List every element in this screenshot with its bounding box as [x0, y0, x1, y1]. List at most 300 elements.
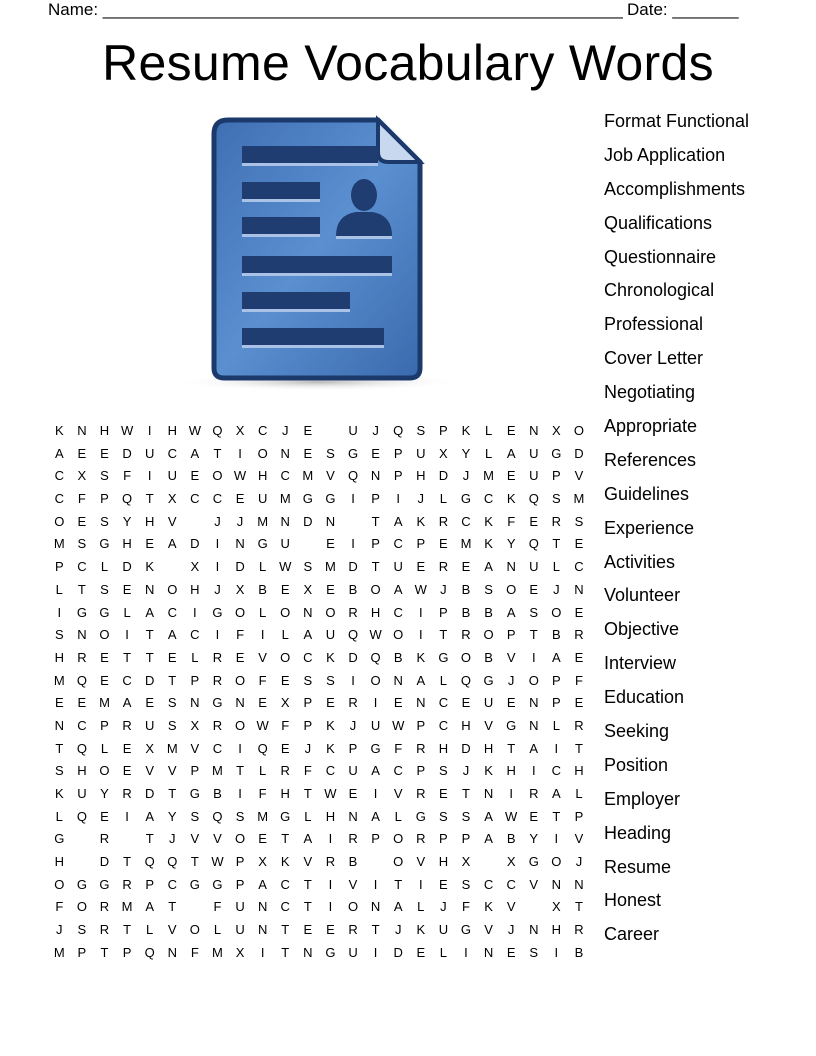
grid-letter: X: [167, 491, 177, 507]
grid-letter: U: [144, 717, 155, 733]
grid-letter: C: [167, 604, 177, 620]
grid-letter: R: [77, 649, 87, 665]
grid-letter: E: [145, 536, 154, 552]
grid-row: [48, 806, 590, 829]
grid-letter: D: [122, 445, 132, 461]
grid-row: [48, 874, 590, 897]
grid-letter: P: [416, 536, 426, 552]
grid-letter: E: [461, 695, 471, 711]
grid-letter: S: [439, 808, 448, 824]
grid-letter: Q: [528, 491, 539, 507]
grid-letter: K: [484, 763, 493, 779]
grid-letter: G: [370, 740, 381, 756]
grid-letter: A: [167, 536, 177, 552]
grid-letter: S: [461, 876, 471, 892]
grid-letter: I: [464, 944, 468, 960]
grid-letter: T: [371, 922, 380, 938]
grid-letter: H: [483, 740, 494, 756]
grid-letter: U: [325, 627, 336, 643]
grid-letter: E: [506, 944, 516, 960]
grid-letter: C: [280, 468, 290, 484]
grid-letter: A: [167, 627, 177, 643]
grid-letter: U: [348, 423, 358, 438]
grid-letter: P: [348, 740, 358, 756]
grid-row: [48, 556, 590, 579]
grid-letter: D: [144, 672, 155, 688]
grid-letter: E: [326, 695, 335, 711]
grid-letter: L: [439, 944, 447, 960]
grid-letter: S: [235, 808, 245, 824]
grid-letter: D: [190, 536, 200, 552]
grid-letter: A: [145, 604, 154, 620]
grid-letter: L: [439, 491, 447, 507]
grid-letter: O: [347, 899, 359, 915]
grid-letter: V: [167, 513, 177, 529]
grid-letter: R: [99, 922, 110, 938]
grid-letter: A: [54, 445, 64, 461]
grid-letter: T: [123, 854, 132, 870]
grid-letter: T: [281, 922, 290, 938]
grid-letter: I: [215, 627, 220, 643]
grid-letter: R: [461, 627, 471, 643]
grid-letter: [184, 511, 207, 534]
grid-letter: C: [325, 763, 336, 779]
grid-letter: R: [529, 786, 539, 801]
grid-letter: N: [303, 944, 313, 960]
grid-letter: V: [213, 831, 222, 847]
grid-letter: S: [574, 513, 584, 529]
grid-letter: E: [280, 672, 290, 688]
grid-letter: N: [257, 922, 268, 938]
grid-letter: G: [212, 876, 223, 892]
grid-letter: C: [280, 899, 290, 915]
grid-letter: A: [506, 445, 516, 461]
grid-letter: I: [57, 604, 62, 620]
grid-letter: Q: [76, 740, 87, 756]
word-search-grid: [48, 420, 590, 965]
grid-letter: B: [461, 604, 471, 620]
grid-letter: V: [506, 649, 516, 665]
grid-letter: Q: [347, 627, 359, 643]
grid-letter: A: [552, 649, 561, 665]
grid-letter: C: [167, 445, 177, 461]
grid-letter: J: [394, 922, 402, 938]
grid-letter: V: [416, 854, 426, 870]
grid-letter: R: [416, 740, 426, 756]
grid-letter: F: [55, 899, 64, 915]
grid-letter: T: [439, 627, 448, 643]
grid-letter: N: [303, 604, 313, 620]
grid-letter: M: [53, 672, 65, 688]
grid-letter: E: [326, 536, 335, 552]
grid-letter: P: [303, 717, 313, 733]
grid-letter: B: [506, 831, 516, 847]
grid-letter: H: [54, 649, 64, 665]
grid-letter: N: [77, 423, 87, 438]
grid-letter: G: [76, 604, 87, 620]
word-list-item: Heading: [604, 822, 672, 843]
grid-letter: K: [326, 717, 335, 733]
grid-letter: E: [529, 581, 539, 597]
grid-letter: U: [257, 491, 268, 507]
grid-letter: P: [122, 944, 132, 960]
grid-letter: I: [328, 876, 333, 892]
grid-row: [48, 715, 590, 738]
grid-letter: C: [77, 717, 87, 733]
grid-letter: R: [122, 876, 132, 892]
grid-letter: P: [552, 695, 561, 711]
grid-letter: N: [144, 581, 155, 597]
grid-letter: V: [145, 763, 154, 779]
grid-letter: E: [326, 922, 335, 938]
grid-letter: L: [100, 740, 109, 756]
grid-letter: [71, 828, 94, 851]
grid-letter: R: [122, 717, 132, 733]
grid-letter: E: [235, 491, 245, 507]
grid-letter: B: [393, 649, 403, 665]
grid-letter: S: [54, 763, 64, 779]
grid-letter: E: [280, 581, 290, 597]
grid-letter: R: [212, 717, 223, 733]
grid-letter: W: [324, 786, 337, 801]
grid-letter: [71, 851, 94, 874]
grid-letter: E: [303, 423, 313, 438]
grid-letter: C: [77, 559, 87, 575]
grid-letter: S: [54, 627, 64, 643]
grid-letter: T: [394, 876, 403, 892]
grid-letter: T: [371, 513, 380, 529]
grid-letter: C: [483, 491, 494, 507]
word-list-item: Seeking: [604, 721, 670, 742]
grid-letter: I: [351, 536, 355, 552]
grid-letter: S: [190, 808, 200, 824]
grid-letter: F: [213, 899, 222, 915]
grid-letter: T: [552, 536, 561, 552]
grid-letter: K: [280, 854, 290, 870]
grid-letter: Q: [370, 649, 381, 665]
grid-letter: C: [438, 717, 449, 733]
grid-letter: J: [462, 763, 470, 779]
grid-letter: I: [147, 423, 152, 438]
grid-letter: A: [258, 876, 267, 892]
grid-letter: A: [393, 581, 403, 597]
grid-letter: U: [167, 468, 177, 484]
grid-letter: Q: [76, 672, 87, 688]
grid-letter: M: [99, 695, 110, 711]
word-list-item: Job Application: [604, 144, 726, 165]
grid-letter: P: [190, 763, 200, 779]
grid-letter: Q: [257, 740, 268, 756]
grid-letter: A: [416, 672, 426, 688]
grid-letter: E: [348, 786, 358, 801]
grid-letter: N: [370, 899, 381, 915]
grid-letter: J: [169, 831, 176, 847]
grid-letter: E: [190, 468, 200, 484]
grid-letter: G: [280, 808, 291, 824]
grid-letter: Q: [144, 944, 155, 960]
grid-letter: W: [392, 717, 405, 733]
grid-letter: I: [373, 786, 378, 801]
grid-letter: I: [554, 944, 559, 960]
grid-letter: P: [371, 831, 380, 847]
grid-letter: R: [416, 786, 426, 801]
grid-letter: R: [280, 763, 290, 779]
grid-letter: S: [326, 445, 335, 461]
grid-letter: L: [213, 922, 222, 938]
grid-letter: U: [438, 922, 449, 938]
grid-letter: A: [145, 899, 154, 915]
grid-letter: L: [191, 649, 199, 665]
grid-letter: L: [259, 559, 267, 575]
grid-letter: T: [123, 922, 132, 938]
grid-letter: M: [279, 491, 291, 507]
grid-letter: N: [54, 717, 64, 733]
grid-letter: H: [257, 468, 268, 484]
grid-letter: G: [212, 604, 223, 620]
grid-letter: L: [484, 445, 493, 461]
grid-letter: I: [554, 831, 559, 847]
grid-letter: A: [190, 445, 200, 461]
word-list-item: Position: [604, 754, 669, 775]
grid-letter: F: [303, 763, 312, 779]
grid-letter: C: [54, 491, 64, 507]
grid-letter: S: [552, 491, 561, 507]
grid-letter: C: [257, 423, 268, 438]
grid-letter: N: [77, 627, 87, 643]
grid-letter: F: [507, 513, 516, 529]
grid-letter: A: [506, 604, 516, 620]
grid-letter: A: [303, 831, 313, 847]
grid-letter: H: [77, 763, 87, 779]
grid-row: [48, 624, 590, 647]
grid-letter: D: [393, 944, 403, 960]
grid-letter: A: [484, 559, 493, 575]
grid-letter: K: [54, 423, 64, 438]
grid-letter: T: [145, 491, 154, 507]
grid-letter: H: [506, 763, 516, 779]
grid-letter: B: [348, 581, 358, 597]
grid-letter: [522, 896, 545, 919]
grid-letter: E: [54, 695, 64, 711]
grid-letter: O: [393, 627, 404, 643]
grid-letter: P: [393, 445, 403, 461]
grid-letter: I: [147, 468, 152, 484]
grid-letter: V: [326, 468, 335, 484]
grid-letter: W: [256, 717, 269, 733]
grid-letter: R: [574, 627, 584, 643]
grid-letter: F: [462, 899, 470, 915]
grid-letter: O: [54, 513, 65, 529]
grid-letter: B: [574, 944, 584, 960]
grid-letter: H: [438, 740, 449, 756]
grid-letter: E: [326, 581, 335, 597]
grid-letter: D: [574, 445, 584, 461]
grid-letter: U: [348, 944, 358, 960]
grid-letter: X: [235, 423, 245, 438]
grid-letter: E: [506, 423, 516, 438]
grid-letter: G: [438, 649, 449, 665]
grid-letter: W: [505, 808, 518, 824]
grid-letter: G: [76, 876, 87, 892]
grid-letter: [364, 851, 387, 874]
grid-letter: O: [54, 876, 65, 892]
grid-letter: X: [258, 854, 267, 870]
grid-letter: V: [303, 854, 313, 870]
grid-letter: E: [303, 922, 313, 938]
grid-letter: E: [529, 808, 539, 824]
grid-letter: X: [280, 695, 290, 711]
grid-letter: [116, 828, 139, 851]
grid-letter: G: [347, 445, 359, 461]
grid-letter: R: [122, 786, 132, 801]
grid-row: [48, 465, 590, 488]
grid-letter: I: [373, 695, 378, 711]
grid-letter: M: [257, 513, 269, 529]
grid-letter: V: [574, 468, 584, 484]
grid-letter: G: [99, 536, 110, 552]
grid-letter: P: [416, 763, 426, 779]
grid-letter: O: [393, 831, 404, 847]
grid-letter: P: [393, 468, 403, 484]
grid-letter: F: [574, 672, 583, 688]
grid-letter: P: [77, 944, 87, 960]
grid-letter: S: [100, 581, 109, 597]
grid-letter: O: [234, 831, 246, 847]
grid-letter: K: [484, 513, 493, 529]
grid-letter: I: [554, 740, 559, 756]
grid-letter: B: [348, 854, 358, 870]
grid-letter: K: [416, 922, 426, 938]
grid-letter: A: [371, 763, 380, 779]
grid-letter: O: [325, 604, 336, 620]
grid-letter: E: [77, 695, 87, 711]
grid-letter: R: [348, 604, 358, 620]
word-list-item: Format Functional: [604, 111, 750, 131]
grid-letter: N: [280, 445, 290, 461]
grid-letter: N: [235, 536, 245, 552]
grid-letter: N: [574, 581, 584, 597]
grid-letter: S: [167, 717, 177, 733]
grid-letter: E: [100, 672, 109, 688]
grid-letter: P: [439, 831, 448, 847]
grid-letter: V: [484, 717, 493, 733]
grid-letter: R: [438, 513, 449, 529]
grid-letter: G: [99, 604, 110, 620]
grid-letter: O: [551, 604, 562, 620]
grid-letter: X: [552, 899, 561, 915]
grid-letter: R: [348, 695, 358, 711]
grid-letter: U: [77, 786, 87, 801]
grid-letter: Q: [212, 808, 223, 824]
grid-letter: T: [145, 831, 154, 847]
grid-letter: T: [145, 627, 154, 643]
grid-letter: I: [396, 491, 401, 507]
grid-letter: D: [303, 513, 313, 529]
grid-letter: M: [212, 944, 223, 960]
grid-letter: T: [100, 944, 109, 960]
grid-letter: G: [189, 876, 200, 892]
grid-letter: I: [328, 899, 333, 915]
grid-letter: O: [370, 672, 381, 688]
grid-letter: O: [551, 854, 562, 870]
grid-letter: M: [460, 536, 472, 552]
grid-letter: G: [483, 672, 494, 688]
grid-letter: E: [439, 536, 448, 552]
grid-letter: E: [506, 468, 516, 484]
grid-letter: O: [212, 468, 223, 484]
grid-letter: Y: [506, 536, 516, 552]
grid-letter: X: [77, 468, 87, 484]
word-list-item: Interview: [604, 653, 677, 674]
grid-letter: O: [573, 423, 585, 438]
grid-letter: R: [99, 831, 110, 847]
grid-letter: I: [373, 944, 378, 960]
grid-letter: E: [258, 831, 267, 847]
grid-letter: O: [99, 627, 110, 643]
grid-letter: U: [370, 717, 381, 733]
grid-letter: T: [236, 763, 245, 779]
grid-letter: C: [190, 491, 200, 507]
grid-letter: P: [100, 717, 109, 733]
grid-letter: B: [484, 604, 493, 620]
grid-letter: I: [351, 672, 355, 688]
grid-letter: V: [258, 649, 267, 665]
grid-letter: L: [55, 808, 63, 824]
word-list-item: Professional: [604, 314, 704, 335]
grid-letter: O: [370, 581, 381, 597]
grid-letter: E: [574, 604, 584, 620]
grid-letter: W: [414, 581, 427, 597]
grid-letter: W: [279, 559, 292, 575]
grid-letter: E: [303, 445, 313, 461]
grid-letter: H: [551, 922, 562, 938]
grid-letter: I: [418, 876, 423, 892]
grid-letter: T: [462, 786, 470, 801]
grid-letter: T: [552, 808, 561, 824]
grid-letter: C: [280, 876, 290, 892]
grid-row: [48, 760, 590, 783]
grid-letter: I: [418, 627, 423, 643]
grid-letter: E: [122, 763, 132, 779]
grid-letter: L: [484, 423, 493, 438]
grid-row: [48, 738, 590, 761]
grid-letter: A: [552, 786, 561, 801]
grid-letter: I: [418, 604, 423, 620]
grid-letter: H: [190, 581, 200, 597]
grid-letter: L: [259, 604, 267, 620]
grid-letter: X: [190, 559, 200, 575]
grid-letter: T: [190, 854, 199, 870]
grid-letter: P: [100, 491, 109, 507]
grid-row: [48, 896, 590, 919]
grid-letter: N: [370, 468, 381, 484]
grid-letter: J: [440, 581, 447, 597]
grid-letter: E: [145, 695, 154, 711]
word-list-item: Education: [604, 687, 685, 708]
grid-letter: T: [168, 672, 177, 688]
grid-letter: P: [371, 491, 380, 507]
grid-letter: U: [348, 763, 358, 779]
grid-letter: E: [100, 445, 109, 461]
grid-letter: R: [551, 513, 562, 529]
grid-letter: T: [281, 831, 290, 847]
grid-letter: J: [214, 513, 221, 529]
grid-letter: E: [461, 559, 471, 575]
grid-letter: S: [100, 468, 109, 484]
grid-letter: N: [506, 559, 516, 575]
grid-letter: O: [506, 581, 517, 597]
grid-letter: M: [302, 468, 314, 484]
